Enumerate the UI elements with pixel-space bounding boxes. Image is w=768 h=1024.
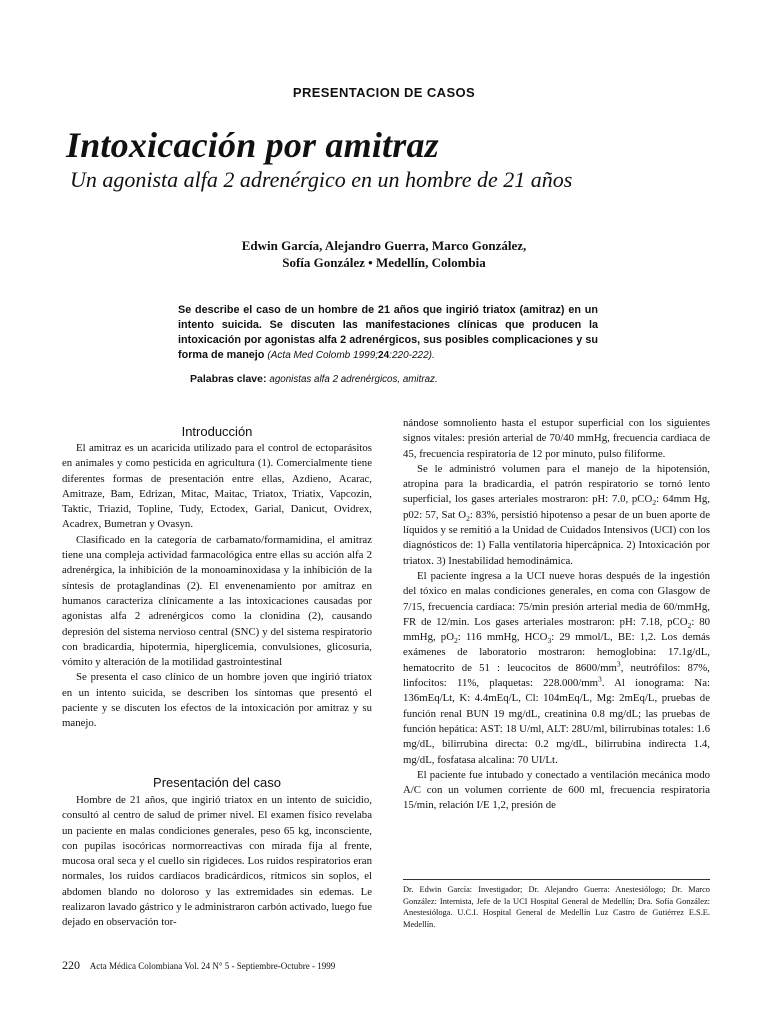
journal-line: Acta Médica Colombiana Vol. 24 N° 5 - Septiembre-Octubre - 1999 [89,961,336,971]
intro-paragraph-1: El amitraz es un acaricida utilizado para el control de ectoparásitos en animales y como pesticida en agricultura (1). Comercialmente tiene diferentes formas de presentación entre ellas, Azdieno, Acarac, Amitraze, Bam, Edrizan, Mitac, Maitac, Triatox, Triatix, Vapcozin, Taktic, Triazid, Topline, Tudy, Ectodex, Garial, Danicut, Ovidrex, Acadrex, Bumetran y Ovasyn. [62,442,372,531]
authors-block [0,237,768,271]
footnote-divider [403,879,710,880]
intro-paragraph-2: Clasificado en la categoría de carbamato/formamidina, el amitraz tiene una compleja actividad farmacológica entre ellas su acción alfa 2 adrenérgica, la inhibición de la monoaminoxidasa y la inhibición de la síntesis de protaglandinas (2). El envenenamiento por amitraz en humanos caracteriza clínicamente a las intoxicaciones causadas por agonistas alfa 2 adrenérgicos como la clonidina (2), causando depresión del sistema nervioso central (SNC) y del sistema respiratorio con bradicardia, hipotermia, hiperglicemia, convulsiones, glicosuria, vómito y alteración de la motilidad gastrointestinal [62,533,372,669]
keywords [190,373,438,385]
keywords-value: agonistas alfa 2 adrenérgicos, amitraz. [269,374,438,385]
authors-line: Edwin García, Alejandro Guerra, Marco González, [241,238,527,253]
page-footer [62,958,335,973]
citation-pages: :220-222). [389,350,435,361]
article-title: Intoxicación por amitraz [66,125,439,165]
article-subtitle: Un agonista alfa 2 adrenérgico en un hombre de 21 años [70,167,573,192]
intro-paragraph-3: Se presenta el caso clínico de un hombre joven que ingirió triatox en un intento suicida, se describen los síntomas que presentó el paciente y se discuten los efectos de la intoxicación por amitraz y su manejo. [62,671,372,730]
case-paragraph-1: Hombre de 21 años, que ingirió triatox en un intento de suicidio, consultó al centro de salud de primer nivel. El examen físico revelaba un paciente en malas condiciones generales, peso 65 kg, inconsciente, con pupilas isocóricas normorreactivas con mirada fija al frente, mucosa oral seca y el cuello sin rigideces. Los ruidos respiratorios eran normales, los ruidos cardíacos bradicárdicos, rítmicos sin soplos, el abdomen blando no doloroso y las extremidades sin edemas. Le realizaron lavado gástrico y le administraron carbón activado, luego fue dejado en observación tor- [62,794,372,929]
right-paragraph-4: El paciente fue intubado y conectado a ventilación mecánica modo A/C con un volumen corriente de 600 ml, frecuencia respiratoria 15/min, relación I/E 1,2, presión de [403,768,710,812]
right-paragraph-3: El paciente ingresa a la UCI nueve horas después de la ingestión del tóxico en malas condiciones generales, en coma con Glasgow de 7/15, frecuencia cardiaca: 75/min presión arterial media de 60/mmHg, FR de 12/min. Los gases arteriales mostraron: pH: 7.18, pCO$_2$: 80 mmHg, $pO_2$: 116 mmHg, $HCO_3$: 29 mmol/L, BE: 1,2. Los demás exámenes de laboratorio mostraron: hemoglobina: 17.1g/dL, hematocrito de 51 : leucocitos de $8600/mm^3$, neutrófilos: 87%, linfocitos: 11%, plaquetas: $228.000/mm^3$. Al ionograma: Na: 136mEq/Lt, K: 4.4mEq/L, Cl: 104mEq/L, Mg: 2mEq/L, pruebas de función renal BUN 19 mg/dL, creatinina 0.8 mg/dL; las pruebas de función hepática: AST: 18 U/ml, ALT: 28U/ml, bilirrubinas totales: 1.6 mg/dL, bilirrubina directa: 0.2 mg/dL, bilirrubina indirecta 1.4, mg/dL, fosfatasa alcalina: 70 UI/Lt. [403,569,711,766]
abstract-citation: (Acta Med Colomb 1999;24:220-222). [267,350,435,361]
section-label: PRESENTACION DE CASOS [292,85,476,100]
right-paragraph-1: nándose somnoliento hasta el estupor superficial con los siguientes signos vitales: presión arterial de 70/40 mmHg, frecuencia cardiaca de 45, frecuencia respiratoria de 12 por minuto, pulso filiforme. [403,417,710,460]
left-column-intro [62,441,372,732]
abstract-text: Se describe el caso de un hombre de 21 años que ingirió triatox (amitraz) en un intento suicida. Se discuten las manifestaciones clínicas que producen la intoxicación por agonistas alfa 2 adrenérgicos, sus posibles complicaciones y su forma de manejo [178,304,598,361]
intro-heading: Introducción [181,424,253,439]
citation-volume: 24 [378,350,390,361]
right-paragraph-2: Se le administró volumen para el manejo de la hipotensión, atropina para la bradicardia, el patrón respiratorio se tornó lento superficial, los gases arteriales mostraron: pH: 7.0, pCO$_2$: 64mm Hg, p02: 57, Sat $O_2$: 83%, persistió hipotenso a pesar de un buen aporte de líquidos y se remitió a la Unidad de Cuidados Intensivos (UCI) con los diagnósticos de: 1) Falla ventilatoria hipercápnica. 2) Intoxicación por triatox. 3) Inestabilidad hemodinámica. [403,462,710,567]
citation-journal: Acta Med Colomb 1999 [270,350,376,361]
authors-affiliation-line: Sofía González • Medellín, Colombia [282,255,486,270]
author-footnote: Dr. Edwin García: Investigador; Dr. Alejandro Guerra: Anestesiólogo; Dr. Marco González: Internista, Jefe de la UCI Hospital General de Medellín; Dra. Sofía González: Anestesióloga. U.C.I. Hospital General de Medellín Luz Castro de Gutiérrez E.S.E. Medellín. [403,885,710,929]
abstract [178,303,598,363]
keywords-label: Palabras clave: [190,373,267,385]
page-number: 220 [62,958,80,972]
case-heading: Presentación del caso [153,775,281,790]
left-column-case [62,793,372,931]
right-column [403,416,710,814]
